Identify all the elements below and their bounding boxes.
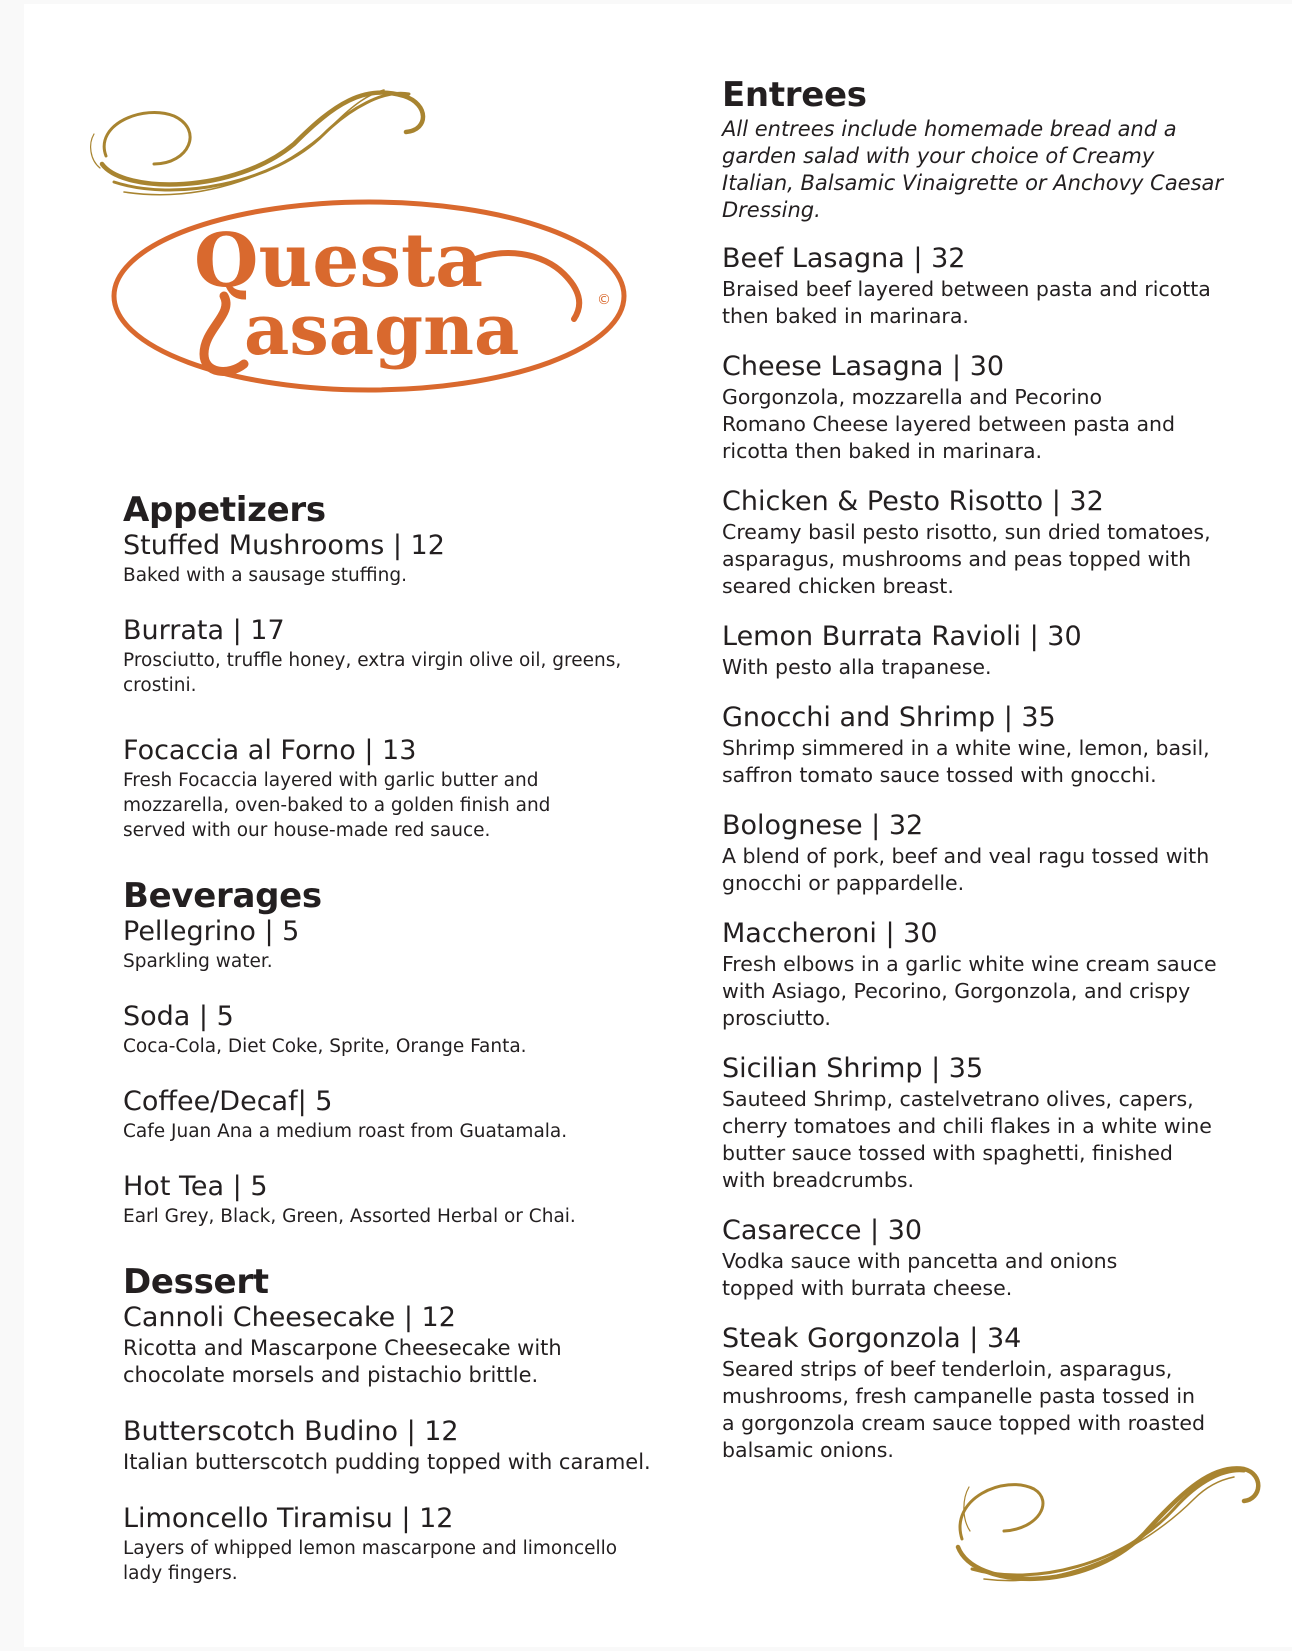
item-name: Coffee/Decaf| 5	[123, 1086, 333, 1117]
item-name: Butterscotch Budino | 12	[123, 1416, 459, 1447]
right-column	[722, 76, 1282, 1464]
item-name: Limoncello Tiramisu | 12	[123, 1503, 454, 1534]
dessert-section	[123, 1263, 683, 1586]
menu-item	[123, 1000, 683, 1059]
item-name: Burrata | 17	[123, 615, 285, 646]
item-name: Cannoli Cheesecake | 12	[123, 1302, 456, 1333]
menu-item	[123, 1502, 683, 1586]
section-title-beverages: Beverages	[123, 876, 322, 916]
item-description: Fresh elbows in a garlic white wine cream sauce with Asiago, Pecorino, Gorgonzola, and crispy prosciutto.	[722, 952, 1217, 1030]
copyright-mark: ©	[597, 292, 611, 308]
item-description: Layers of whipped lemon mascarpone and limoncello lady fingers.	[123, 1538, 618, 1584]
menu-item	[123, 614, 683, 698]
svg-text:asagna: asagna	[244, 288, 520, 371]
item-description: Sparkling water.	[123, 951, 273, 972]
item-name: Chicken & Pesto Risotto | 32	[722, 486, 1104, 517]
menu-item	[722, 242, 1282, 330]
section-title-appetizers: Appetizers	[123, 490, 326, 530]
item-name: Steak Gorgonzola | 34	[722, 1323, 1022, 1354]
entrees-section	[722, 76, 1282, 1464]
item-name: Focaccia al Forno | 13	[123, 735, 417, 766]
menu-item	[722, 1214, 1282, 1302]
section-title-entrees: Entrees	[722, 75, 867, 115]
item-description: A blend of pork, beef and veal ragu tossed with gnocchi or pappardelle.	[722, 844, 1210, 895]
item-name: Hot Tea | 5	[123, 1171, 268, 1202]
item-description: Sauteed Shrimp, castelvetrano olives, capers, cherry tomatoes and chili flakes in a white wine butter sauce tossed with spaghetti, finished with breadcrumbs.	[722, 1087, 1212, 1192]
item-name: Gnocchi and Shrimp | 35	[722, 702, 1056, 733]
item-description: Italian butterscotch pudding topped with caramel.	[123, 1450, 651, 1474]
item-description: Fresh Focaccia layered with garlic butter and mozzarella, oven-baked to a golden finish and served with our house-made red sauce.	[123, 770, 551, 841]
questa-lasagna-logo	[84, 64, 644, 424]
menu-item	[722, 620, 1282, 681]
item-description: Seared strips of beef tenderloin, asparagus, mushrooms, fresh campanelle pasta tossed in a gorgonzola cream sauce topped with roasted balsamic onions.	[722, 1357, 1206, 1462]
menu-item	[123, 734, 683, 843]
item-name: Soda | 5	[123, 1001, 234, 1032]
menu-item	[123, 1415, 683, 1476]
beverages-section	[123, 877, 683, 1229]
menu-item	[722, 1052, 1282, 1194]
menu-item	[722, 917, 1282, 1032]
entrees-note: All entrees include homemade bread and a garden salad with your choice of Creamy Italian, Balsamic Vinaigrette or Anchovy Caesar Dressing.	[722, 117, 1224, 222]
menu-item	[722, 701, 1282, 789]
item-description: Cafe Juan Ana a medium roast from Guatamala.	[123, 1121, 568, 1142]
item-name: Cheese Lasagna | 30	[722, 351, 1005, 382]
item-description: Vodka sauce with pancetta and onions topped with burrata cheese.	[722, 1249, 1118, 1300]
menu-item	[123, 1301, 683, 1389]
menu-item	[722, 350, 1282, 465]
item-description: Coca-Cola, Diet Coke, Sprite, Orange Fanta.	[123, 1036, 527, 1057]
appetizers-section	[123, 491, 683, 843]
menu-page	[24, 4, 1292, 1647]
item-description: Creamy basil pesto risotto, sun dried tomatoes, asparagus, mushrooms and peas topped with seared chicken breast.	[722, 520, 1211, 598]
item-description: Earl Grey, Black, Green, Assorted Herbal or Chai.	[123, 1206, 576, 1227]
section-title-dessert: Dessert	[123, 1262, 269, 1302]
item-description: Shrimp simmered in a white wine, lemon, basil, saffron tomato sauce tossed with gnocchi.	[722, 736, 1210, 787]
menu-item	[123, 915, 683, 974]
menu-item	[722, 485, 1282, 600]
item-description: Prosciutto, truffle honey, extra virgin olive oil, greens, crostini.	[123, 650, 622, 696]
item-description: Braised beef layered between pasta and ricotta then baked in marinara.	[722, 277, 1211, 328]
item-description: Ricotta and Mascarpone Cheesecake with chocolate morsels and pistachio brittle.	[123, 1336, 562, 1387]
item-name: Sicilian Shrimp | 35	[722, 1053, 984, 1084]
item-name: Stuffed Mushrooms | 12	[123, 530, 445, 561]
menu-item	[123, 529, 683, 588]
logo-line1: Questa	[194, 218, 484, 304]
swirl-ornament-icon	[944, 1419, 1274, 1594]
item-name: Beef Lasagna | 32	[722, 243, 966, 274]
item-description: Baked with a sausage stuffing.	[123, 565, 407, 586]
menu-item	[123, 1085, 683, 1144]
item-name: Pellegrino | 5	[123, 916, 300, 947]
item-description: Gorgonzola, mozzarella and Pecorino Romano Cheese layered between pasta and ricotta then baked in marinara.	[722, 385, 1176, 463]
left-column	[123, 491, 683, 1586]
item-description: With pesto alla trapanese.	[722, 655, 992, 679]
menu-item	[123, 1170, 683, 1229]
swirl-ornament-icon	[91, 90, 423, 195]
item-name: Bolognese | 32	[722, 810, 924, 841]
item-name: Maccheroni | 30	[722, 918, 938, 949]
menu-item	[722, 809, 1282, 897]
item-name: Lemon Burrata Ravioli | 30	[722, 621, 1082, 652]
item-name: Casarecce | 30	[722, 1215, 923, 1246]
